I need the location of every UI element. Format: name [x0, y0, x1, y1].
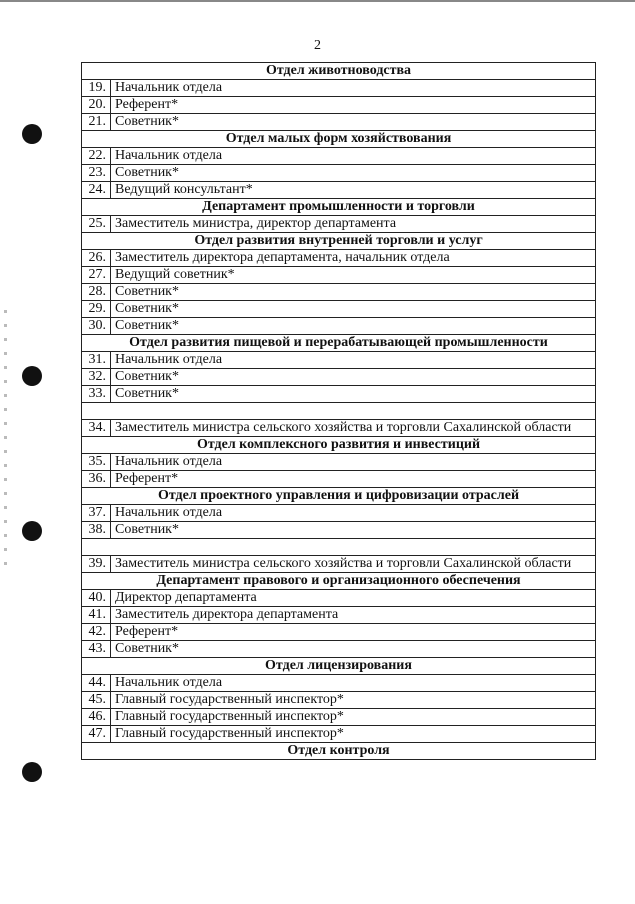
row-number: 21. — [82, 114, 111, 131]
blank-cell — [82, 403, 596, 420]
row-number: 30. — [82, 318, 111, 335]
section-title: Отдел контроля — [82, 743, 596, 760]
table-row — [82, 318, 596, 335]
section-title: Отдел лицензирования — [82, 658, 596, 675]
position-title: Референт* — [111, 97, 596, 114]
section-header-row — [82, 658, 596, 675]
row-number: 34. — [82, 420, 111, 437]
table-row — [82, 454, 596, 471]
section-title: Отдел комплексного развития и инвестиций — [82, 437, 596, 454]
position-title: Советник* — [111, 641, 596, 658]
section-title: Департамент правового и организационного обеспечения — [82, 573, 596, 590]
position-title: Главный государственный инспектор* — [111, 726, 596, 743]
table-row — [82, 641, 596, 658]
position-title: Референт* — [111, 624, 596, 641]
row-number: 27. — [82, 267, 111, 284]
position-title: Начальник отдела — [111, 352, 596, 369]
table-row — [82, 369, 596, 386]
blank-cell — [82, 539, 596, 556]
position-title: Заместитель министра сельского хозяйства и торговли Сахалинской области — [111, 556, 596, 573]
blank-row — [82, 403, 596, 420]
section-header-row — [82, 233, 596, 250]
punch-hole — [22, 124, 42, 144]
staff-table-body — [82, 63, 596, 760]
position-title: Ведущий советник* — [111, 267, 596, 284]
section-title: Отдел проектного управления и цифровизации отраслей — [82, 488, 596, 505]
table-row — [82, 726, 596, 743]
position-title: Заместитель министра, директор департамента — [111, 216, 596, 233]
position-title: Советник* — [111, 522, 596, 539]
section-header-row — [82, 743, 596, 760]
position-title: Советник* — [111, 114, 596, 131]
position-title: Начальник отдела — [111, 148, 596, 165]
row-number: 23. — [82, 165, 111, 182]
section-header-row — [82, 131, 596, 148]
row-number: 22. — [82, 148, 111, 165]
table-row — [82, 505, 596, 522]
table-row — [82, 675, 596, 692]
row-number: 39. — [82, 556, 111, 573]
punch-hole — [22, 366, 42, 386]
position-title: Референт* — [111, 471, 596, 488]
position-title: Начальник отдела — [111, 454, 596, 471]
staff-table — [81, 62, 596, 760]
table-row — [82, 692, 596, 709]
row-number: 24. — [82, 182, 111, 199]
table-row — [82, 80, 596, 97]
table-row — [82, 182, 596, 199]
table-row — [82, 148, 596, 165]
position-title: Начальник отдела — [111, 675, 596, 692]
position-title: Заместитель директора департамента — [111, 607, 596, 624]
scan-top-edge — [0, 0, 635, 2]
position-title: Начальник отдела — [111, 80, 596, 97]
position-title: Директор департамента — [111, 590, 596, 607]
section-title: Отдел развития пищевой и перерабатывающей промышленности — [82, 335, 596, 352]
position-title: Начальник отдела — [111, 505, 596, 522]
table-row — [82, 216, 596, 233]
section-header-row — [82, 199, 596, 216]
table-row — [82, 709, 596, 726]
section-title: Отдел животноводства — [82, 63, 596, 80]
section-header-row — [82, 335, 596, 352]
table-row — [82, 301, 596, 318]
row-number: 35. — [82, 454, 111, 471]
row-number: 31. — [82, 352, 111, 369]
row-number: 41. — [82, 607, 111, 624]
row-number: 40. — [82, 590, 111, 607]
row-number: 46. — [82, 709, 111, 726]
section-header-row — [82, 488, 596, 505]
table-row — [82, 97, 596, 114]
row-number: 25. — [82, 216, 111, 233]
table-row — [82, 284, 596, 301]
row-number: 43. — [82, 641, 111, 658]
table-row — [82, 624, 596, 641]
row-number: 28. — [82, 284, 111, 301]
row-number: 19. — [82, 80, 111, 97]
punch-hole — [22, 521, 42, 541]
position-title: Советник* — [111, 369, 596, 386]
table-row — [82, 590, 596, 607]
table-row — [82, 386, 596, 403]
row-number: 32. — [82, 369, 111, 386]
position-title: Советник* — [111, 165, 596, 182]
row-number: 42. — [82, 624, 111, 641]
row-number: 36. — [82, 471, 111, 488]
position-title: Заместитель министра сельского хозяйства и торговли Сахалинской области — [111, 420, 596, 437]
position-title: Заместитель директора департамента, начальник отдела — [111, 250, 596, 267]
section-header-row — [82, 437, 596, 454]
row-number: 29. — [82, 301, 111, 318]
position-title: Ведущий консультант* — [111, 182, 596, 199]
position-title: Главный государственный инспектор* — [111, 709, 596, 726]
section-header-row — [82, 573, 596, 590]
table-row — [82, 267, 596, 284]
table-row — [82, 250, 596, 267]
position-title: Советник* — [111, 386, 596, 403]
row-number: 38. — [82, 522, 111, 539]
row-number: 26. — [82, 250, 111, 267]
row-number: 33. — [82, 386, 111, 403]
section-title: Отдел малых форм хозяйствования — [82, 131, 596, 148]
section-title: Департамент промышленности и торговли — [82, 199, 596, 216]
section-title: Отдел развития внутренней торговли и услуг — [82, 233, 596, 250]
table-row — [82, 522, 596, 539]
table-row — [82, 556, 596, 573]
row-number: 44. — [82, 675, 111, 692]
section-header-row — [82, 63, 596, 80]
table-row — [82, 165, 596, 182]
position-title: Советник* — [111, 284, 596, 301]
table-row — [82, 352, 596, 369]
table-row — [82, 114, 596, 131]
row-number: 45. — [82, 692, 111, 709]
row-number: 47. — [82, 726, 111, 743]
scan-margin-marks — [4, 310, 7, 570]
position-title: Главный государственный инспектор* — [111, 692, 596, 709]
table-row — [82, 420, 596, 437]
punch-hole — [22, 762, 42, 782]
blank-row — [82, 539, 596, 556]
table-row — [82, 607, 596, 624]
position-title: Советник* — [111, 318, 596, 335]
table-row — [82, 471, 596, 488]
row-number: 20. — [82, 97, 111, 114]
page-number: 2 — [314, 38, 321, 53]
row-number: 37. — [82, 505, 111, 522]
position-title: Советник* — [111, 301, 596, 318]
